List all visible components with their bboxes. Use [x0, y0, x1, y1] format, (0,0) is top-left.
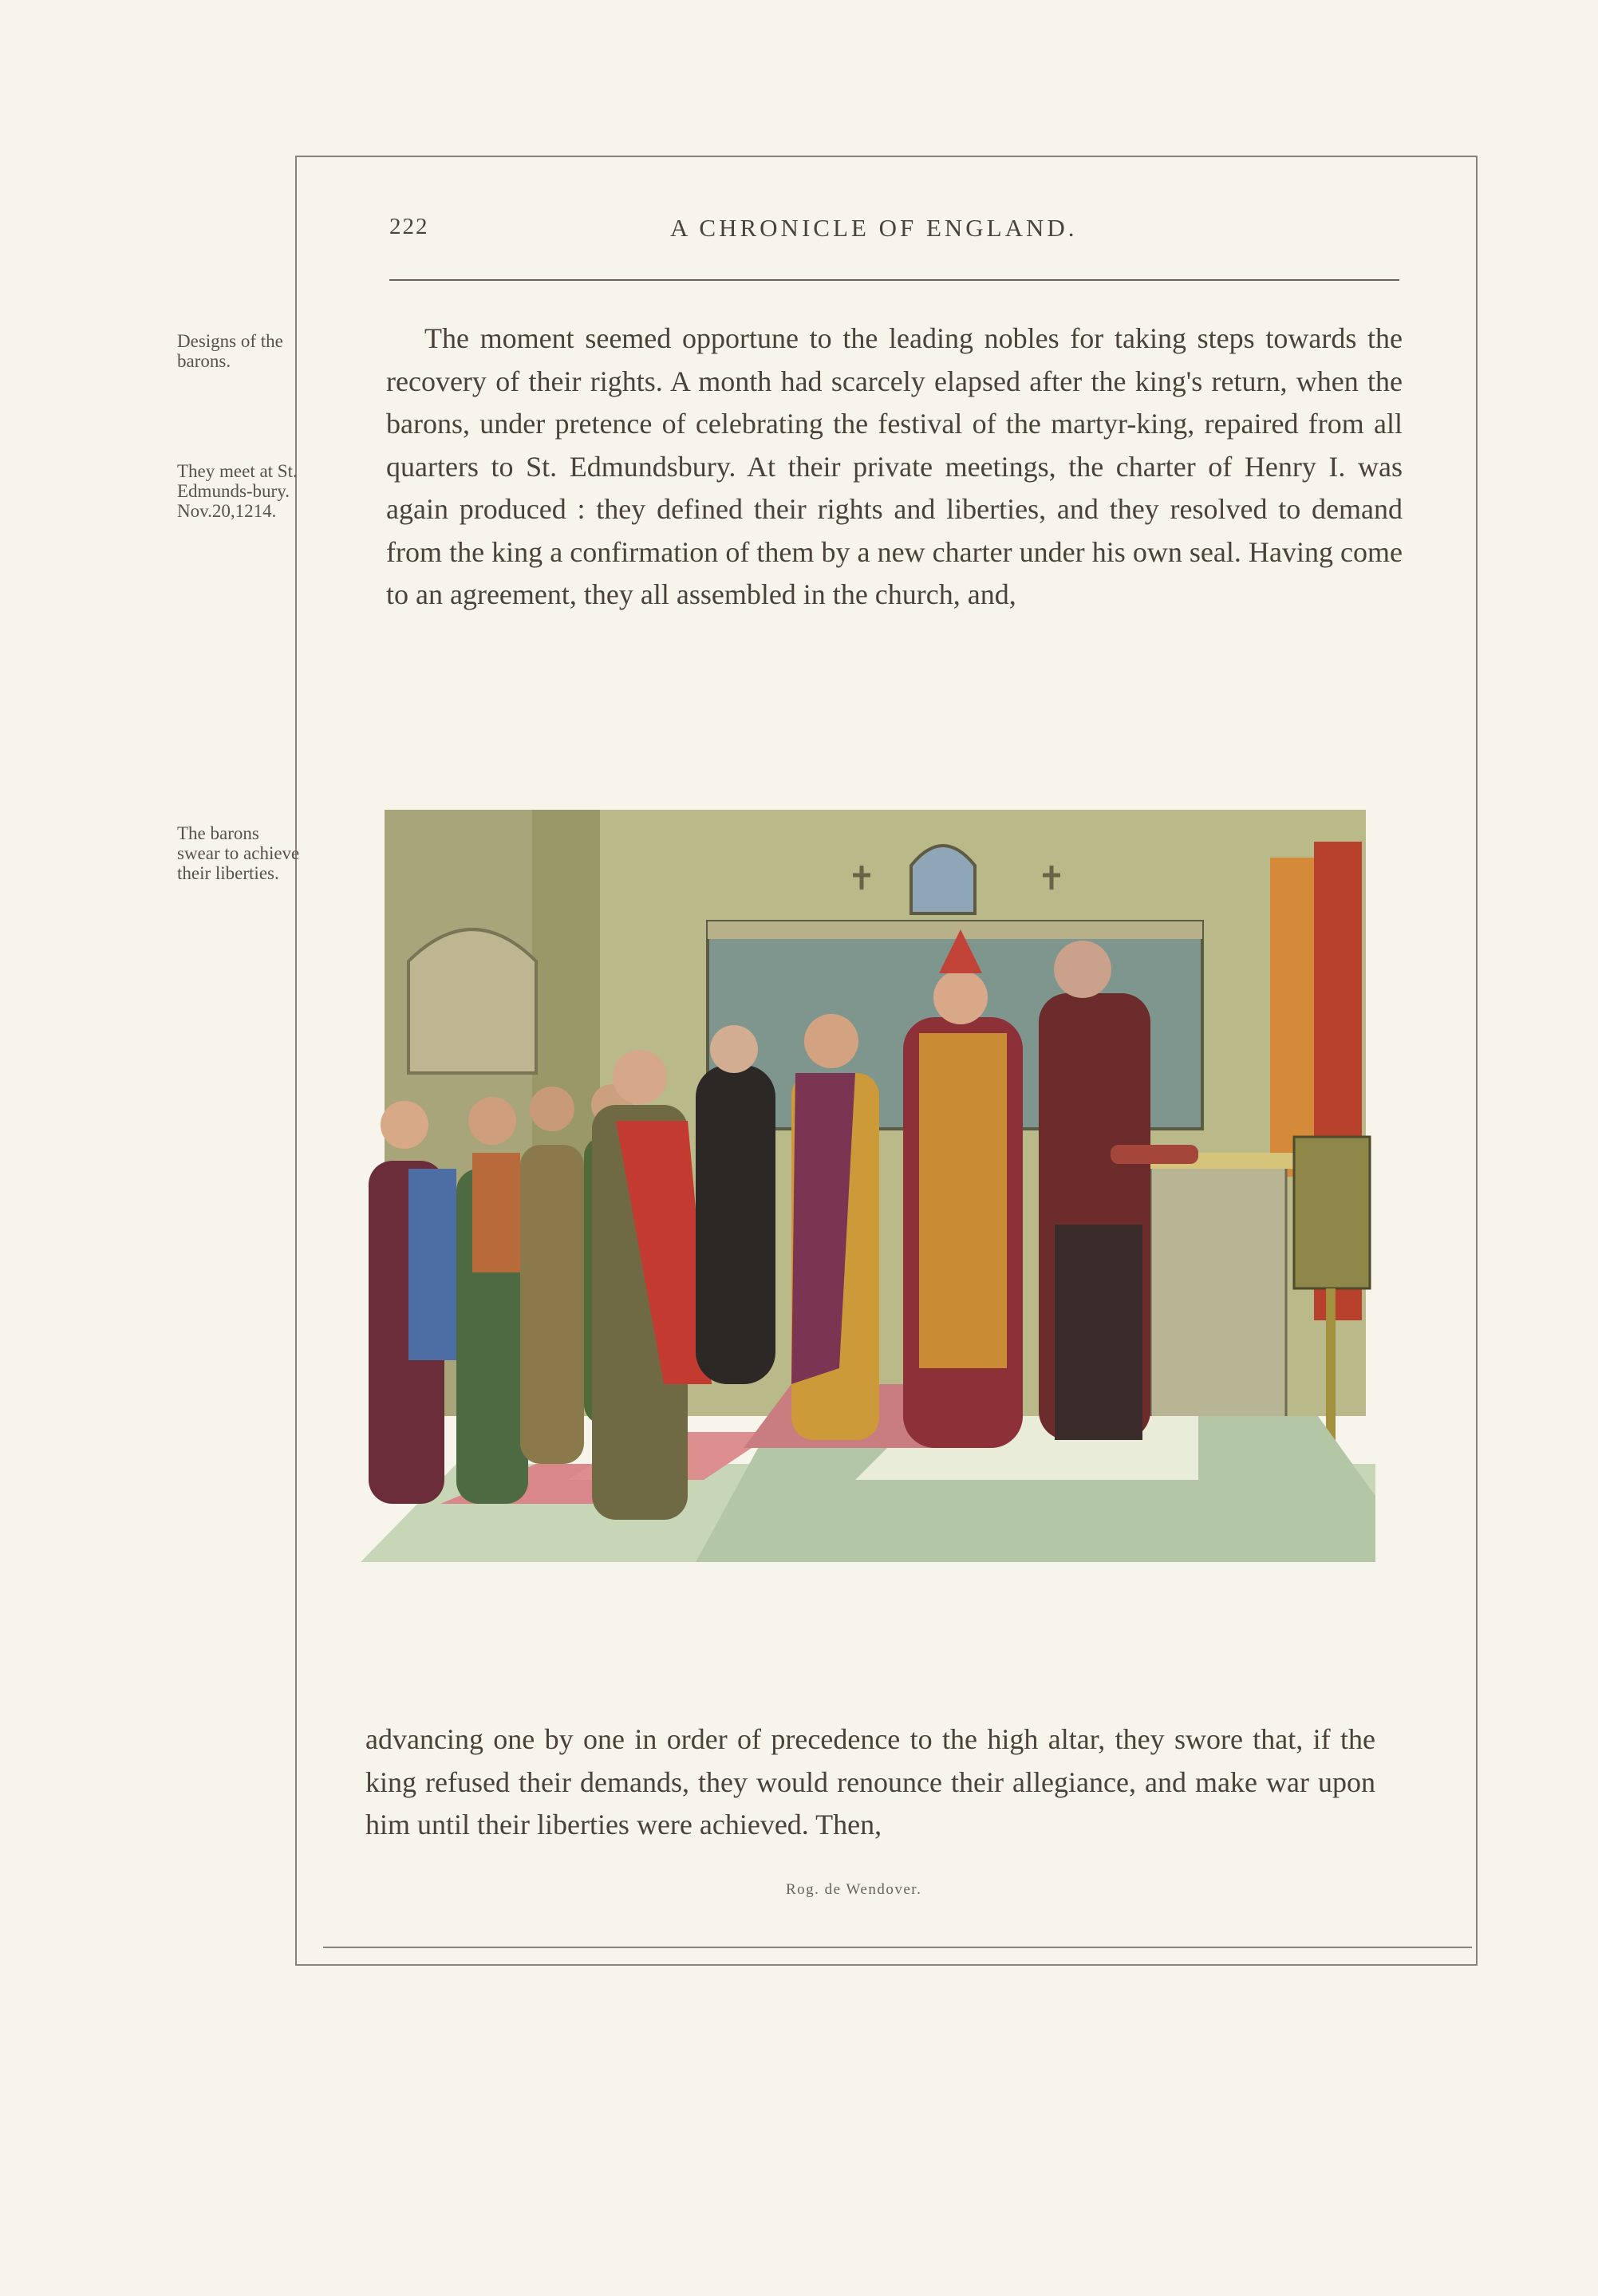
page-number: 222	[389, 214, 429, 239]
illustration-artwork	[361, 810, 1375, 1562]
header-rule	[389, 279, 1399, 281]
source-citation: Rog. de Wendover.	[786, 1881, 922, 1898]
illustration-barons-oath	[361, 810, 1375, 1562]
margin-note-designs: Designs of the barons.	[177, 331, 283, 371]
margin-note-meeting: They meet at St. Edmunds-bury. Nov.20,1214.	[177, 461, 298, 521]
body-paragraph-top: The moment seemed opportune to the leading nobles for taking steps towards the recovery of their rights. A month had scarcely elapsed after the king's return, when the barons, under pretence of celebrating the festival of the martyr-king, repaired from all quarters to St. Edmundsbury. At their private meetings, the charter of Henry I. was again produced : they defined their rights and liberties, and they resolved to demand from the king a confirmation of them by a new charter under his own seal. Having come to an agreement, they all assembled in the church, and,	[386, 322, 1403, 610]
running-title: A CHRONICLE OF ENGLAND.	[670, 214, 1078, 242]
frame-bottom-rule	[323, 1947, 1472, 1948]
body-paragraph-bottom: advancing one by one in order of precedence to the high altar, they swore that, if the king refused their demands, they would renounce their allegiance, and make war upon him until their liberties were achieved. Then,	[365, 1723, 1375, 1840]
margin-note-oath: The barons swear to achieve their liberties.	[177, 823, 300, 883]
